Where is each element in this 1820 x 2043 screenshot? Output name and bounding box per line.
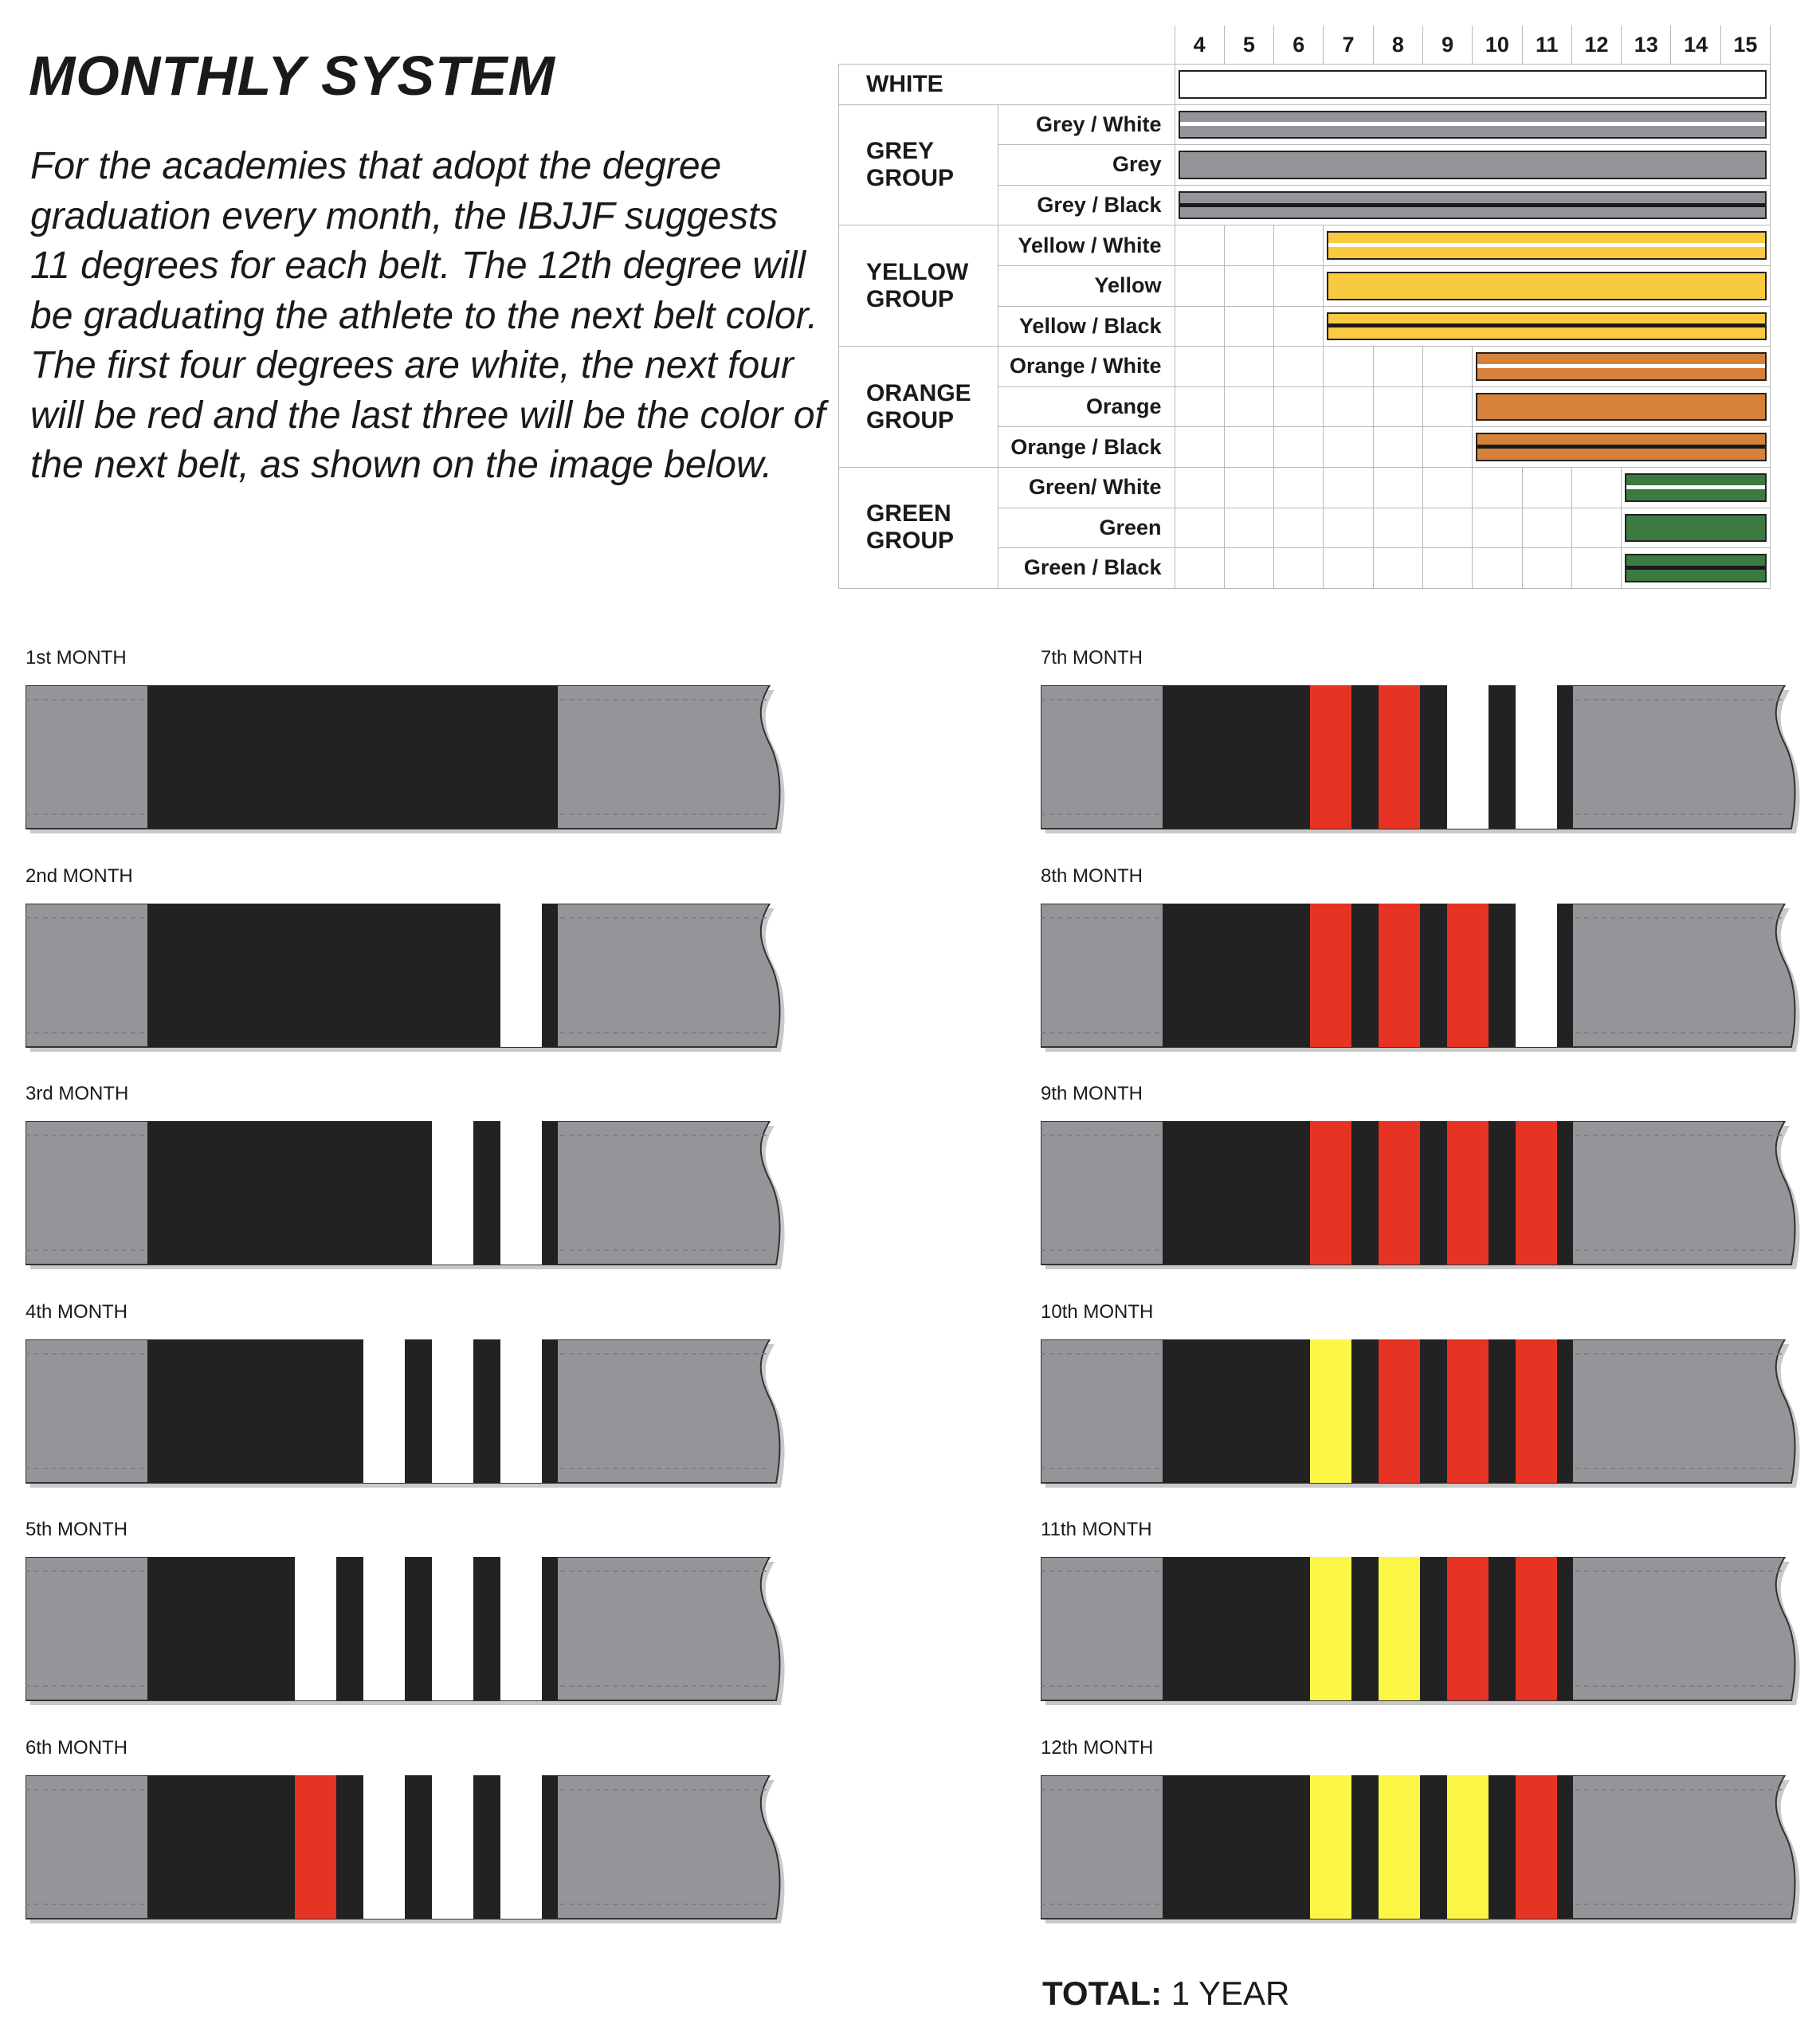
degree-stripe — [1310, 685, 1351, 829]
degree-stripe — [1516, 1775, 1557, 1919]
belt-stripe — [1180, 203, 1766, 207]
degree-stripe — [1447, 904, 1489, 1047]
degree-stripe — [363, 1775, 405, 1919]
degree-stripe — [1379, 685, 1420, 829]
age-cell — [1274, 548, 1324, 589]
belt-name: Yellow / White — [998, 225, 1175, 266]
age-cell — [1224, 508, 1273, 548]
belt-illustration — [25, 1557, 775, 1700]
belt-range-bar — [1179, 70, 1767, 99]
belt-svg — [25, 1557, 790, 1708]
degree-stripe — [363, 1339, 405, 1483]
age-cell — [1324, 427, 1373, 468]
belt-row — [839, 225, 1771, 266]
belt-tip — [1163, 1121, 1573, 1265]
degree-stripe — [432, 1339, 473, 1483]
degree-stripe — [1310, 1121, 1351, 1265]
belt-range-bar — [1327, 231, 1767, 260]
degree-stripe — [1310, 1775, 1351, 1919]
age-cell — [1175, 467, 1224, 508]
age-cell — [1175, 386, 1224, 427]
age-cell — [1422, 386, 1472, 427]
belt-illustration — [25, 1775, 775, 1919]
belt-row — [839, 104, 1771, 145]
age-header: 9 — [1422, 25, 1472, 65]
belt-svg — [25, 904, 790, 1055]
age-cell — [1422, 347, 1472, 387]
belt-name: Yellow — [998, 265, 1175, 306]
belt-range-bar — [1625, 554, 1767, 582]
month-label: 4th MONTH — [25, 1300, 128, 1323]
age-cell — [1175, 265, 1224, 306]
age-cell — [1622, 508, 1771, 548]
month-label: 2nd MONTH — [25, 865, 133, 887]
belt-illustration — [1041, 1775, 1790, 1919]
group-name: WHITE — [839, 65, 1175, 105]
age-cell — [1422, 427, 1472, 468]
age-cell — [1224, 427, 1273, 468]
belt-range-bar — [1179, 191, 1767, 220]
belt-row — [839, 347, 1771, 387]
month-label: 11th MONTH — [1041, 1519, 1152, 1540]
belt-illustration — [1041, 1339, 1790, 1483]
belt-stripe — [1477, 364, 1765, 368]
month-label: 8th MONTH — [1041, 865, 1143, 887]
age-cell — [1522, 467, 1571, 508]
belt-tip — [147, 1121, 558, 1265]
belt-stripe — [1477, 445, 1765, 449]
degree-stripe — [1447, 1339, 1489, 1483]
age-cell — [1324, 508, 1373, 548]
age-cell — [1175, 548, 1224, 589]
degree-stripe — [1516, 685, 1557, 829]
total-duration — [1042, 1974, 1289, 2013]
belt-illustration — [25, 1339, 775, 1483]
age-cell — [1324, 467, 1373, 508]
belt-range-bar — [1179, 111, 1767, 139]
degree-stripe — [1447, 685, 1489, 829]
degree-stripe — [1516, 1557, 1557, 1700]
group-name: YELLOW GROUP — [839, 225, 998, 347]
belt-name: Orange / White — [998, 347, 1175, 387]
age-cell — [1175, 185, 1771, 225]
age-cell — [1622, 548, 1771, 589]
age-cell — [1175, 145, 1771, 186]
group-name: ORANGE GROUP — [839, 347, 998, 468]
age-header: 5 — [1224, 25, 1273, 65]
belt-svg — [1041, 1339, 1806, 1491]
belt-stripe — [1626, 485, 1765, 489]
belt-stripe — [1180, 122, 1766, 126]
age-cell — [1473, 427, 1771, 468]
belt-svg — [1041, 685, 1806, 837]
age-cell — [1175, 508, 1224, 548]
age-cell — [1324, 306, 1771, 347]
age-header: 4 — [1175, 25, 1224, 65]
age-cell — [1422, 548, 1472, 589]
belt-name: Green/ White — [998, 467, 1175, 508]
total-value: 1 YEAR — [1171, 1974, 1290, 2012]
belt-illustration — [1041, 1557, 1790, 1700]
belt-range-bar — [1476, 393, 1767, 422]
age-cell — [1422, 508, 1472, 548]
age-header: 6 — [1274, 25, 1324, 65]
age-cell — [1175, 427, 1224, 468]
month-label: 12th MONTH — [1041, 1736, 1154, 1759]
total-label: TOTAL: — [1042, 1974, 1163, 2012]
age-header: 11 — [1522, 25, 1571, 65]
belt-tip — [147, 1557, 558, 1700]
age-header: 14 — [1671, 25, 1720, 65]
age-cell — [1422, 467, 1472, 508]
degree-stripe — [1310, 904, 1351, 1047]
belt-row — [839, 65, 1771, 105]
group-name: GREEN GROUP — [839, 467, 998, 588]
belt-svg — [1041, 904, 1806, 1055]
belt-tip — [1163, 1557, 1573, 1700]
belt-tip — [1163, 904, 1573, 1047]
age-cell — [1473, 548, 1522, 589]
age-cell — [1224, 467, 1273, 508]
belt-name: Grey / Black — [998, 185, 1175, 225]
age-cell — [1373, 467, 1422, 508]
month-label: 3rd MONTH — [25, 1083, 129, 1104]
age-cell — [1522, 508, 1571, 548]
degree-stripe — [1447, 1775, 1489, 1919]
belt-svg — [1041, 1557, 1806, 1708]
age-cell — [1274, 306, 1324, 347]
month-label: 7th MONTH — [1041, 647, 1143, 669]
age-cell — [1175, 104, 1771, 145]
age-cell — [1324, 548, 1373, 589]
belt-tip — [147, 904, 558, 1047]
age-cell — [1224, 386, 1273, 427]
belt-row — [839, 467, 1771, 508]
belt-name: Grey — [998, 145, 1175, 186]
age-header: 12 — [1571, 25, 1621, 65]
age-cell — [1274, 225, 1324, 266]
degree-stripe — [295, 1775, 336, 1919]
page-title: MONTHLY SYSTEM — [29, 45, 555, 107]
age-cell — [1373, 347, 1422, 387]
degree-stripe — [1516, 1339, 1557, 1483]
degree-stripe — [432, 1775, 473, 1919]
age-header: 7 — [1324, 25, 1373, 65]
age-cell — [1224, 306, 1273, 347]
belt-illustration — [1041, 904, 1790, 1047]
age-cell — [1175, 347, 1224, 387]
month-label: 6th MONTH — [25, 1736, 128, 1759]
belt-tip — [1163, 685, 1573, 829]
belt-tip — [147, 1775, 558, 1919]
belt-illustration — [25, 685, 775, 829]
degree-stripe — [500, 1121, 542, 1265]
belt-range-bar — [1179, 151, 1767, 179]
belt-range-bar — [1327, 312, 1767, 341]
degree-stripe — [500, 1775, 542, 1919]
belt-svg — [25, 685, 790, 837]
belt-stripe — [1328, 243, 1765, 247]
degree-stripe — [432, 1121, 473, 1265]
belt-svg — [25, 1121, 790, 1272]
degree-stripe — [1447, 1557, 1489, 1700]
age-cell — [1324, 386, 1373, 427]
header-spacer — [839, 25, 1175, 65]
belt-illustration — [1041, 685, 1790, 829]
age-cell — [1373, 508, 1422, 548]
belt-tip — [1163, 1339, 1573, 1483]
age-header: 15 — [1720, 25, 1770, 65]
age-cell — [1373, 548, 1422, 589]
intro-text: For the academies that adopt the degree graduation every month, the IBJJF suggests 11 degrees for each belt. The 12th degree will be graduating the athlete to the next belt color. The first four degrees are white, the next four will be red and the last three will be the color of the next belt, as shown on the image below. — [30, 145, 826, 486]
age-cell — [1373, 427, 1422, 468]
age-cell — [1324, 265, 1771, 306]
belt-range-bar — [1476, 433, 1767, 461]
age-cell — [1473, 467, 1522, 508]
age-cell — [1373, 386, 1422, 427]
age-cell — [1274, 508, 1324, 548]
group-name: GREY GROUP — [839, 104, 998, 225]
belt-stripe — [1626, 566, 1765, 570]
age-cell — [1473, 386, 1771, 427]
degree-stripe — [500, 1339, 542, 1483]
belt-illustration — [1041, 1121, 1790, 1265]
degree-stripe — [1310, 1339, 1351, 1483]
age-cell — [1622, 467, 1771, 508]
belt-svg — [1041, 1121, 1806, 1272]
degree-stripe — [1379, 904, 1420, 1047]
degree-stripe — [1516, 904, 1557, 1047]
belt-tip — [147, 685, 558, 829]
age-cell — [1274, 467, 1324, 508]
belt-svg — [1041, 1775, 1806, 1927]
age-cell — [1473, 347, 1771, 387]
age-cell — [1224, 347, 1273, 387]
age-cell — [1522, 548, 1571, 589]
degree-stripe — [1310, 1557, 1351, 1700]
age-cell — [1571, 467, 1621, 508]
month-label: 9th MONTH — [1041, 1083, 1143, 1104]
degree-stripe — [363, 1557, 405, 1700]
age-header: 8 — [1373, 25, 1422, 65]
belt-name: Yellow / Black — [998, 306, 1175, 347]
degree-stripe — [1379, 1339, 1420, 1483]
belt-tip — [1163, 1775, 1573, 1919]
belt-illustration — [25, 904, 775, 1047]
age-cell — [1224, 225, 1273, 266]
age-cell — [1274, 386, 1324, 427]
belt-name: Orange / Black — [998, 427, 1175, 468]
degree-stripe — [500, 1557, 542, 1700]
degree-stripe — [1379, 1775, 1420, 1919]
belt-name: Orange — [998, 386, 1175, 427]
belt-range-bar — [1476, 352, 1767, 381]
age-cell — [1324, 347, 1373, 387]
age-cell — [1274, 427, 1324, 468]
month-label: 1st MONTH — [25, 647, 127, 669]
belt-range-bar — [1625, 473, 1767, 502]
degree-stripe — [1379, 1121, 1420, 1265]
degree-stripe — [1447, 1121, 1489, 1265]
belt-svg — [25, 1775, 790, 1927]
age-cell — [1224, 548, 1273, 589]
belt-name: Green — [998, 508, 1175, 548]
belt-name: Green / Black — [998, 548, 1175, 589]
age-cell — [1274, 347, 1324, 387]
belt-range-bar — [1625, 514, 1767, 543]
belt-illustration — [25, 1121, 775, 1265]
age-group-table — [838, 25, 1771, 589]
age-cell — [1274, 265, 1324, 306]
degree-stripe — [1379, 1557, 1420, 1700]
belt-svg — [25, 1339, 790, 1491]
age-cell — [1571, 508, 1621, 548]
degree-stripe — [500, 904, 542, 1047]
belt-tip — [147, 1339, 558, 1483]
belt-range-bar — [1327, 272, 1767, 300]
belt-name: Grey / White — [998, 104, 1175, 145]
degree-stripe — [295, 1557, 336, 1700]
age-cell — [1473, 508, 1522, 548]
degree-stripe — [1516, 1121, 1557, 1265]
age-cell — [1571, 548, 1621, 589]
belt-stripe — [1328, 324, 1765, 327]
degree-stripe — [432, 1557, 473, 1700]
age-header: 13 — [1622, 25, 1671, 65]
month-label: 5th MONTH — [25, 1519, 128, 1540]
age-cell — [1224, 265, 1273, 306]
age-cell — [1175, 65, 1771, 105]
age-cell — [1324, 225, 1771, 266]
age-header: 10 — [1473, 25, 1522, 65]
age-cell — [1175, 225, 1224, 266]
month-label: 10th MONTH — [1041, 1300, 1154, 1323]
age-cell — [1175, 306, 1224, 347]
